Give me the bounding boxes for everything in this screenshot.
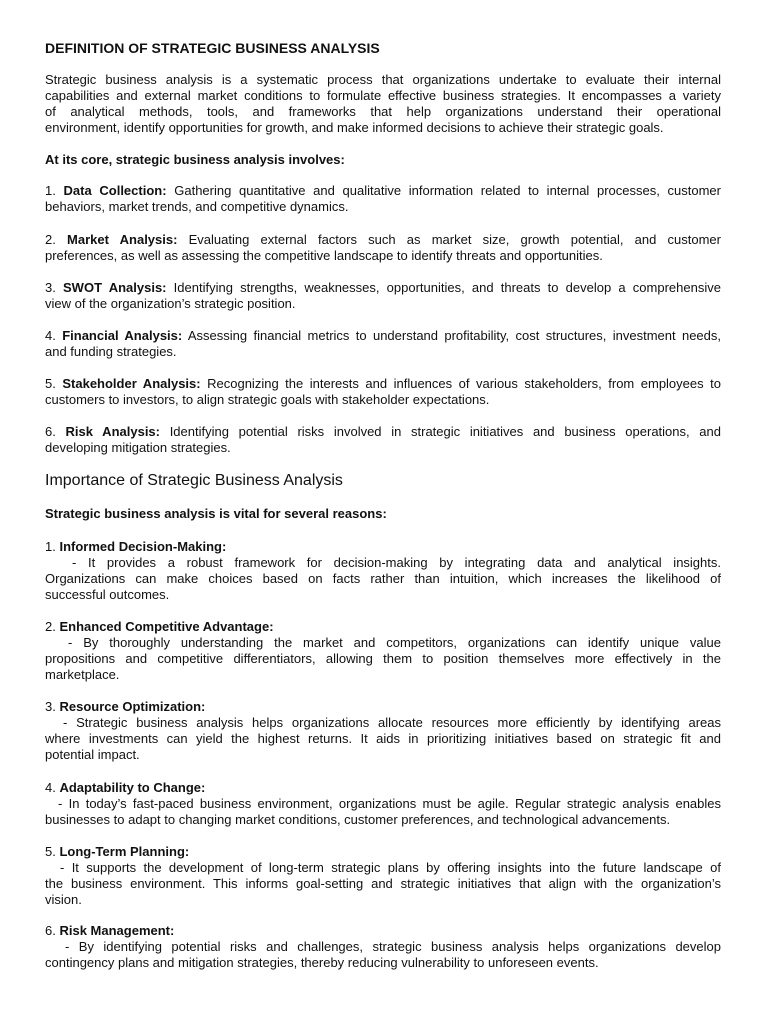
section-lead-in: Strategic business analysis is vital for several reasons: (45, 506, 387, 521)
reason-item (45, 843, 721, 908)
reason-item (45, 922, 721, 971)
item-label: Data Collection: (63, 183, 167, 198)
paragraph-line: capabilities and external market conditions to formulate effective business strategies. It encompasses a variety (45, 88, 721, 103)
component-item (45, 424, 721, 456)
reason-text-line: propositions and competitive differentiators, allowing them to position themselves more effectively in the (45, 651, 721, 666)
item-label: Market Analysis: (67, 232, 178, 247)
section-heading: Importance of Strategic Business Analysis (45, 472, 343, 489)
item-number: 6. (45, 923, 56, 938)
item-number: 4. (45, 780, 56, 795)
item-label: Long-Term Planning: (59, 844, 190, 859)
reason-heading (45, 922, 721, 939)
reason-text-line: marketplace. (45, 667, 120, 682)
reason-heading (45, 843, 721, 860)
reason-item (45, 618, 721, 683)
item-label: Informed Decision-Making: (59, 539, 227, 554)
item-label: Stakeholder Analysis: (62, 376, 201, 391)
reason-text-line: the business environment. This informs goal-setting and strategic initiatives that align with the organization’s (45, 876, 721, 891)
item-text: customers to investors, to align strategic goals with stakeholder expectations. (45, 392, 490, 407)
reason-text-line: contingency plans and mitigation strategies, thereby reducing vulnerability to unforeseen events. (45, 955, 599, 970)
reason-item (45, 698, 721, 763)
reason-text-line: potential impact. (45, 747, 140, 762)
reason-heading (45, 618, 721, 635)
reason-text-line: successful outcomes. (45, 587, 170, 602)
reason-text-line: businesses to adapt to changing market conditions, customer preferences, and technological advancements. (45, 812, 671, 827)
item-number: 4. (45, 328, 56, 343)
item-number: 1. (45, 183, 56, 198)
item-text: Evaluating external factors such as market size, growth potential, and customer (188, 232, 721, 247)
paragraph-line: Strategic business analysis is a systematic process that organizations undertake to evaluate their internal (45, 72, 721, 87)
item-number: 3. (45, 699, 56, 714)
component-item (45, 376, 721, 408)
reason-text-line: - In today’s fast-paced business environment, organizations must be agile. Regular strategic analysis enables (58, 796, 721, 811)
item-first-line (45, 376, 721, 392)
component-item (45, 328, 721, 360)
component-item (45, 232, 721, 264)
item-text: Identifying strengths, weaknesses, opportunities, and threats to develop a comprehensive (173, 280, 721, 295)
reason-text-line: where investments can yield the highest returns. It aids in prioritizing initiatives based on strategic fit and (45, 731, 721, 746)
reason-heading (45, 538, 721, 555)
component-item (45, 183, 721, 215)
item-text: Gathering quantitative and qualitative information related to internal processes, customer (174, 183, 721, 198)
item-first-line (45, 183, 721, 199)
item-text: and funding strategies. (45, 344, 177, 359)
paragraph-line: of analytical methods, tools, and frameworks that help organizations understand their operational (45, 104, 721, 119)
section-lead-in: At its core, strategic business analysis involves: (45, 152, 345, 167)
reason-text-line: - It supports the development of long-term strategic plans by offering insights into the future landscape of (60, 860, 721, 875)
item-label: Resource Optimization: (59, 699, 206, 714)
reason-text-line: - Strategic business analysis helps organizations allocate resources more efficiently by identifying areas (63, 715, 721, 730)
item-text: Recognizing the interests and influences of various stakeholders, from employees to (207, 376, 721, 391)
item-label: Enhanced Competitive Advantage: (59, 619, 274, 634)
reason-heading (45, 779, 721, 796)
item-text: preferences, as well as assessing the competitive landscape to identify threats and opportunities. (45, 248, 603, 263)
item-label: Financial Analysis: (62, 328, 183, 343)
document-title: DEFINITION OF STRATEGIC BUSINESS ANALYSIS (45, 40, 380, 56)
reason-text-line: Organizations can make choices based on facts rather than intuition, which increases the likelihood of (45, 571, 721, 586)
item-number: 1. (45, 539, 56, 554)
item-number: 5. (45, 376, 56, 391)
paragraph-line: environment, identify opportunities for growth, and make informed decisions to achieve their strategic goals. (45, 120, 664, 135)
reason-text-line: - By thoroughly understanding the market and competitors, organizations can identify unique value (68, 635, 721, 650)
item-number: 2. (45, 232, 56, 247)
item-number: 3. (45, 280, 56, 295)
item-text: behaviors, market trends, and competitive dynamics. (45, 199, 349, 214)
reason-text-line: - It provides a robust framework for decision-making by integrating data and analytical insights. (72, 555, 721, 570)
item-first-line (45, 424, 721, 440)
item-text: Assessing financial metrics to understand profitability, cost structures, investment needs, (187, 328, 721, 343)
item-first-line (45, 328, 721, 344)
item-number: 2. (45, 619, 56, 634)
item-label: Adaptability to Change: (59, 780, 206, 795)
reason-item (45, 779, 721, 828)
item-number: 5. (45, 844, 56, 859)
reason-item (45, 538, 721, 603)
item-label: Risk Analysis: (65, 424, 160, 439)
item-text: Identifying potential risks involved in strategic initiatives and business operations, and (169, 424, 721, 439)
item-number: 6. (45, 424, 56, 439)
component-item (45, 280, 721, 312)
item-first-line (45, 232, 721, 248)
item-label: Risk Management: (59, 923, 175, 938)
item-label: SWOT Analysis: (63, 280, 167, 295)
reason-text-line: - By identifying potential risks and challenges, strategic business analysis helps organizations develop (65, 939, 721, 954)
item-text: view of the organization’s strategic position. (45, 296, 296, 311)
reason-text-line: vision. (45, 892, 82, 907)
reason-heading (45, 698, 721, 715)
item-first-line (45, 280, 721, 296)
intro-paragraph (45, 72, 721, 136)
item-text: developing mitigation strategies. (45, 440, 231, 455)
